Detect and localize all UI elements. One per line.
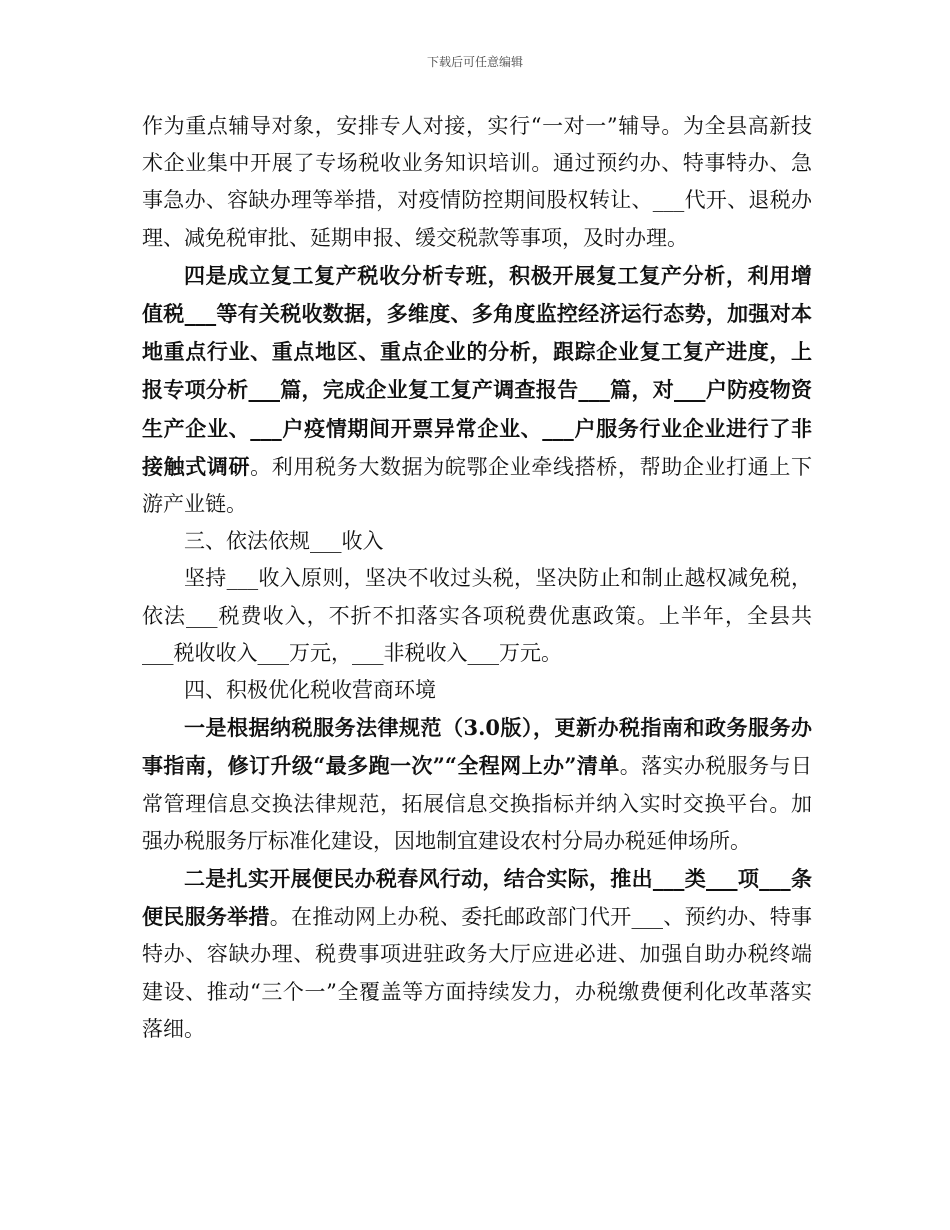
- paragraph-text: 。落实办税服务与日常管理信息交换法律规范，拓展信息交换指标并纳入实时交换平台。加强办税服务厅标准化建设，因地制宜建设农村分局办税延伸场所。: [142, 754, 812, 853]
- document-body: [142, 108, 812, 1048]
- section-heading-three: 三、依法依规___收入: [184, 529, 384, 554]
- section-heading-four: 四、积极优化税收营商环境: [184, 678, 436, 703]
- paragraph-section-three: 坚持___收入原则，坚决不收过头税，坚决防止和制止越权减免税，依法___税费收入，不折不扣落实各项税费优惠政策。上半年，全县共___税收收入___万元，___非税收入___万元。: [142, 566, 812, 665]
- bold-lead-sentence: 二是扎实开展便民办税春风行动，结合实际，推出___类___项___条便民服务举措: [142, 866, 812, 930]
- paragraph-point-one: [142, 709, 812, 860]
- bold-lead-sentence: 一是根据纳税服务法律规范（3.0版），更新办税指南和政务服务办事指南，修订升级“最多跑一次”“全程网上办”清单: [142, 715, 812, 779]
- paragraph-point-four: [142, 257, 812, 523]
- paragraph-text: 。在推动网上办税、委托邮政部门代开___、预约办、特事特办、容缺办理、税费事项进驻政务大厅应进必进、加强自助办税终端建设、推动“三个一”全覆盖等方面持续发力，办税缴费便利化改革落实落细。: [142, 905, 813, 1041]
- paragraph-point-two: [142, 860, 812, 1048]
- paragraph-continuation: 作为重点辅导对象，安排专人对接，实行“一对一”辅导。为全县高新技术企业集中开展了专场税收业务知识培训。通过预约办、特事特办、急事急办、容缺办理等举措，对疫情防控期间股权转让、___代开、退税办理、减免税审批、延期申报、缓交税款等事项，及时办理。: [142, 114, 812, 250]
- page-header: 下载后可任意编辑: [426, 55, 523, 69]
- paragraph-text: 。利用税务大数据为皖鄂企业牵线搭桥，帮助企业打通上下游产业链。: [142, 454, 813, 517]
- bold-lead-sentence: 四是成立复工复产税收分析专班，积极开展复工复产分析，利用增值税___等有关税收数据，多维度、多角度监控经济运行态势，加强对本地重点行业、重点地区、重点企业的分析，跟踪企业复工复产进度，上报专项分析___篇，完成企业复工复产调查报告___篇，对___户防疫物资生产企业、___户疫情期间开票异常企业、___户服务行业企业进行了非接触式调研: [142, 262, 812, 479]
